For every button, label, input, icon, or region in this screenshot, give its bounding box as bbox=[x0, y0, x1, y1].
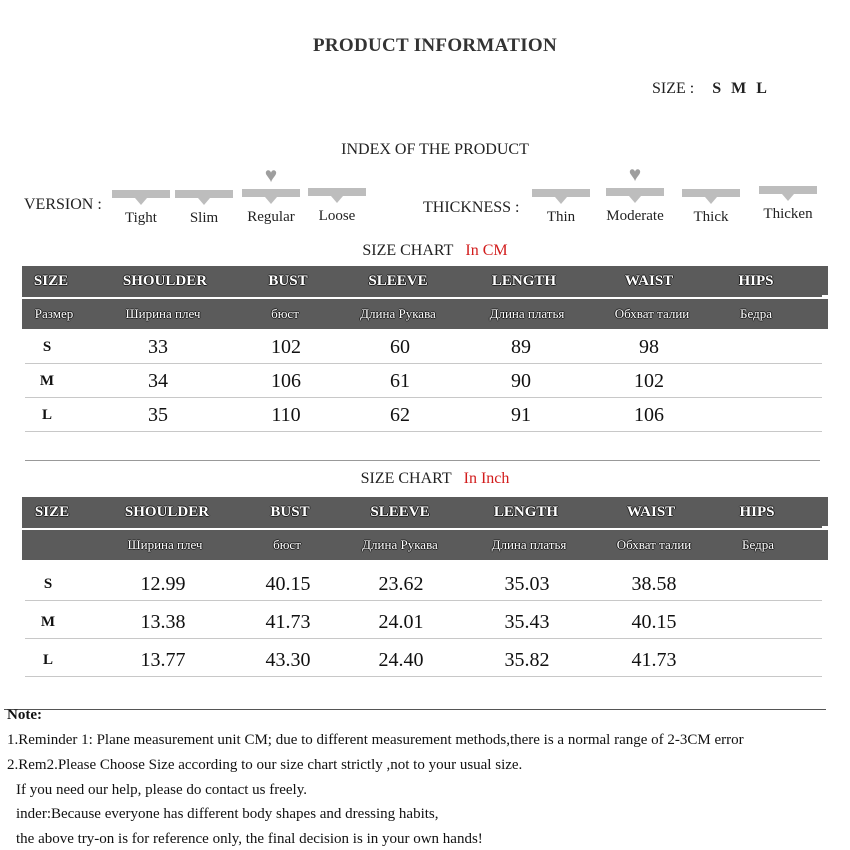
thickness-option-thicken bbox=[759, 186, 817, 223]
option-label: Regular bbox=[247, 209, 295, 225]
cell: 23.62 bbox=[378, 573, 424, 595]
table-row bbox=[25, 330, 822, 364]
cell: 102 bbox=[634, 370, 664, 392]
col-header-length: LENGTH bbox=[493, 504, 559, 520]
cell: 40.15 bbox=[631, 611, 677, 633]
note-heading: Note: bbox=[7, 707, 42, 723]
table-row bbox=[25, 643, 822, 677]
cell: 35.82 bbox=[504, 649, 550, 671]
cell: 90 bbox=[511, 370, 531, 392]
col-header-ru: бюст bbox=[271, 306, 299, 321]
chart-unit: In Inch bbox=[463, 470, 510, 487]
table-row bbox=[25, 398, 822, 432]
size-chart-cm-header bbox=[22, 266, 828, 297]
col-header-ru: Бедра bbox=[740, 306, 772, 321]
cell: 43.30 bbox=[265, 649, 311, 671]
option-label: Slim bbox=[189, 210, 219, 226]
cell: 106 bbox=[271, 370, 301, 392]
cell: 91 bbox=[511, 404, 531, 426]
col-header-hips: HIPS bbox=[738, 273, 774, 289]
cell: 102 bbox=[271, 336, 301, 358]
divider bbox=[4, 709, 826, 710]
version-option-slim bbox=[175, 190, 233, 227]
col-header-shoulder: SHOULDER bbox=[124, 504, 210, 520]
col-header-ru: Длина платья bbox=[491, 537, 567, 552]
cell: 24.40 bbox=[378, 649, 424, 671]
note-line: 2.Rem2.Please Choose Size according to our size chart strictly ,not to your usual size. bbox=[7, 757, 523, 773]
col-header-ru: Ширина плеч bbox=[127, 537, 203, 552]
cell: 60 bbox=[390, 336, 410, 358]
note-line: If you need our help, please do contact us freely. bbox=[16, 782, 307, 798]
size-chart-cm-title bbox=[0, 242, 850, 260]
table-row bbox=[25, 605, 822, 639]
option-label: Tight bbox=[125, 210, 157, 226]
thickness-option-thin bbox=[532, 189, 590, 226]
col-header-ru: Бедра bbox=[742, 537, 774, 552]
version-option-loose bbox=[308, 188, 366, 225]
cell: 33 bbox=[148, 336, 168, 358]
cell: 41.73 bbox=[265, 611, 311, 633]
cell: 24.01 bbox=[378, 611, 424, 633]
thickness-option-moderate bbox=[606, 162, 664, 225]
option-label: Thick bbox=[693, 209, 729, 225]
col-header-bust: BUST bbox=[270, 504, 310, 520]
cell: 12.99 bbox=[140, 573, 186, 595]
divider bbox=[25, 460, 820, 461]
size-label: SIZE : bbox=[652, 80, 695, 97]
version-option-tight bbox=[112, 190, 170, 227]
col-header-size: SIZE bbox=[34, 504, 70, 520]
note-line: inder:Because everyone has different body shapes and dressing habits, bbox=[16, 806, 439, 822]
cell: 62 bbox=[390, 404, 410, 426]
cell: 13.77 bbox=[140, 649, 186, 671]
col-header-sleeve: SLEEVE bbox=[370, 504, 430, 520]
col-header-length: LENGTH bbox=[491, 273, 557, 289]
col-header-ru: Длина платья bbox=[489, 306, 565, 321]
version-label: VERSION : bbox=[24, 196, 102, 213]
note-line: the above try-on is for reference only, the final decision is in your own hands! bbox=[16, 831, 483, 847]
cell: 38.58 bbox=[631, 573, 677, 595]
version-option-regular bbox=[242, 163, 300, 226]
option-label: Moderate bbox=[606, 208, 664, 224]
cell: 35.03 bbox=[504, 573, 550, 595]
thickness-option-thick bbox=[682, 189, 740, 226]
col-header-shoulder: SHOULDER bbox=[122, 273, 208, 289]
size-options: S M L bbox=[712, 80, 770, 97]
chart-title-text: SIZE CHART bbox=[360, 470, 452, 487]
page-title: PRODUCT INFORMATION bbox=[312, 35, 558, 56]
option-label: Thicken bbox=[763, 206, 813, 222]
col-header-hips: HIPS bbox=[739, 504, 775, 520]
chart-title-text: SIZE CHART bbox=[362, 242, 454, 259]
note-line: 1.Reminder 1: Plane measurement unit CM; due to different measurement methods,there is a normal range of 2-3CM error bbox=[7, 732, 744, 748]
heart-icon: ♥ bbox=[264, 163, 278, 187]
cell-size: M bbox=[39, 373, 55, 389]
cell-size: S bbox=[43, 576, 53, 592]
cell: 89 bbox=[511, 336, 531, 358]
cell: 41.73 bbox=[631, 649, 677, 671]
index-title: INDEX OF THE PRODUCT bbox=[341, 141, 529, 158]
size-chart-cm-header-ru bbox=[22, 297, 828, 329]
col-header-ru: Обхват талии bbox=[614, 306, 690, 321]
cell-size: L bbox=[41, 407, 53, 423]
col-header-sleeve: SLEEVE bbox=[368, 273, 428, 289]
col-header-ru: бюст bbox=[273, 537, 301, 552]
cell: 110 bbox=[271, 404, 301, 426]
col-header-size: SIZE bbox=[33, 273, 69, 289]
size-chart-inch-header-ru bbox=[22, 528, 828, 560]
cell: 40.15 bbox=[265, 573, 311, 595]
table-row bbox=[25, 364, 822, 398]
cell: 106 bbox=[634, 404, 664, 426]
cell: 13.38 bbox=[140, 611, 186, 633]
col-header-ru: Размер bbox=[34, 306, 74, 321]
col-header-bust: BUST bbox=[268, 273, 308, 289]
cell: 35.43 bbox=[504, 611, 550, 633]
size-line bbox=[652, 80, 770, 98]
table-row bbox=[25, 567, 822, 601]
heart-icon: ♥ bbox=[628, 162, 642, 186]
cell-size: M bbox=[40, 614, 56, 630]
col-header-ru: Длина Рукава bbox=[362, 537, 438, 552]
col-header-ru: Обхват талии bbox=[616, 537, 692, 552]
option-label: Thin bbox=[546, 209, 576, 225]
cell: 61 bbox=[390, 370, 410, 392]
col-header-ru: Ширина плеч bbox=[125, 306, 201, 321]
option-label: Loose bbox=[318, 208, 356, 224]
cell-size: L bbox=[42, 652, 54, 668]
col-header-waist: WAIST bbox=[626, 504, 676, 520]
col-header-waist: WAIST bbox=[624, 273, 674, 289]
cell: 35 bbox=[148, 404, 168, 426]
col-header-ru: Длина Рукава bbox=[360, 306, 436, 321]
cell: 98 bbox=[639, 336, 659, 358]
cell: 34 bbox=[148, 370, 168, 392]
size-chart-inch-title bbox=[0, 470, 850, 488]
chart-unit: In CM bbox=[465, 242, 508, 259]
thickness-label: THICKNESS : bbox=[423, 199, 520, 216]
cell-size: S bbox=[42, 339, 52, 355]
size-chart-inch-header bbox=[22, 497, 828, 528]
